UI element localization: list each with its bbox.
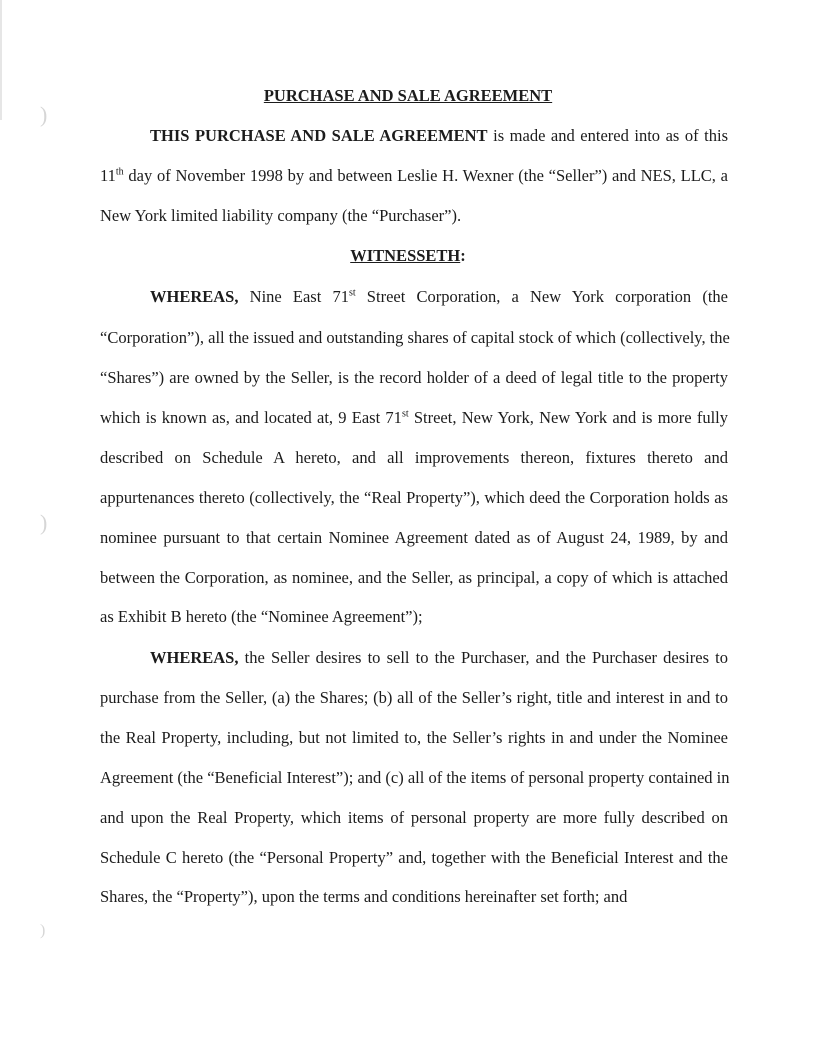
- whereas1-line-2: “Corporation”), all the issued and outstanding shares of capital stock of which (collectively, the: [100, 328, 730, 347]
- whereas2-line-1: WHEREAS, the Seller desires to sell to the Purchaser, and the Purchaser desires to: [150, 648, 728, 667]
- whereas2-line-4: Agreement (the “Beneficial Interest”); and (c) all of the items of personal property contained in: [100, 768, 730, 787]
- intro-line-3: New York limited liability company (the “Purchaser”).: [100, 206, 462, 225]
- whereas1-line-8: between the Corporation, as nominee, and the Seller, as principal, a copy of which is attached: [100, 568, 728, 587]
- whereas2-lead: WHEREAS,: [150, 648, 239, 667]
- punch-hole-mark: ): [40, 510, 48, 535]
- whereas1-line-1: WHEREAS, Nine East 71st Street Corporation, a New York corporation (the: [150, 287, 728, 306]
- whereas1-line-6: appurtenances thereto (collectively, the “Real Property”), which deed the Corporation holds as: [100, 488, 728, 507]
- punch-hole-mark: ): [40, 102, 48, 127]
- whereas1-line-9: as Exhibit B hereto (the “Nominee Agreement”);: [100, 607, 423, 626]
- punch-hole-mark: ): [40, 922, 46, 939]
- whereas2-line-2: purchase from the Seller, (a) the Shares; (b) all of the Seller’s right, title and interest in and to: [100, 688, 728, 707]
- document-title: PURCHASE AND SALE AGREEMENT: [263, 86, 553, 105]
- whereas1-lead: WHEREAS,: [150, 287, 239, 306]
- whereas2-line-7: Shares, the “Property”), upon the terms and conditions hereinafter set forth; and: [100, 887, 628, 906]
- whereas2-line-5: and upon the Real Property, which items of personal property are more fully described on: [100, 808, 728, 827]
- witnesseth-heading: WITNESSETH:: [350, 246, 466, 265]
- intro-lead: THIS PURCHASE AND SALE AGREEMENT: [150, 126, 488, 145]
- whereas1-line-7: nominee pursuant to that certain Nominee Agreement dated as of August 24, 1989, by and: [100, 528, 728, 547]
- intro-line-1: THIS PURCHASE AND SALE AGREEMENT is made and entered into as of this: [150, 126, 729, 145]
- whereas2-line-3: the Real Property, including, but not limited to, the Seller’s rights in and under the Nominee: [100, 728, 728, 747]
- whereas2-line-6: Schedule C hereto (the “Personal Property” and, together with the Beneficial Interest and the: [100, 848, 728, 867]
- intro-line-2: 11th day of November 1998 by and between Leslie H. Wexner (the “Seller”) and NES, LLC, a: [100, 166, 728, 185]
- whereas1-line-4: which is known as, and located at, 9 East 71st Street, New York, New York and is more fully: [100, 408, 728, 427]
- whereas1-line-5: described on Schedule A hereto, and all improvements thereon, fixtures thereto and: [100, 448, 728, 467]
- whereas1-line-3: “Shares”) are owned by the Seller, is the record holder of a deed of legal title to the property: [100, 368, 728, 387]
